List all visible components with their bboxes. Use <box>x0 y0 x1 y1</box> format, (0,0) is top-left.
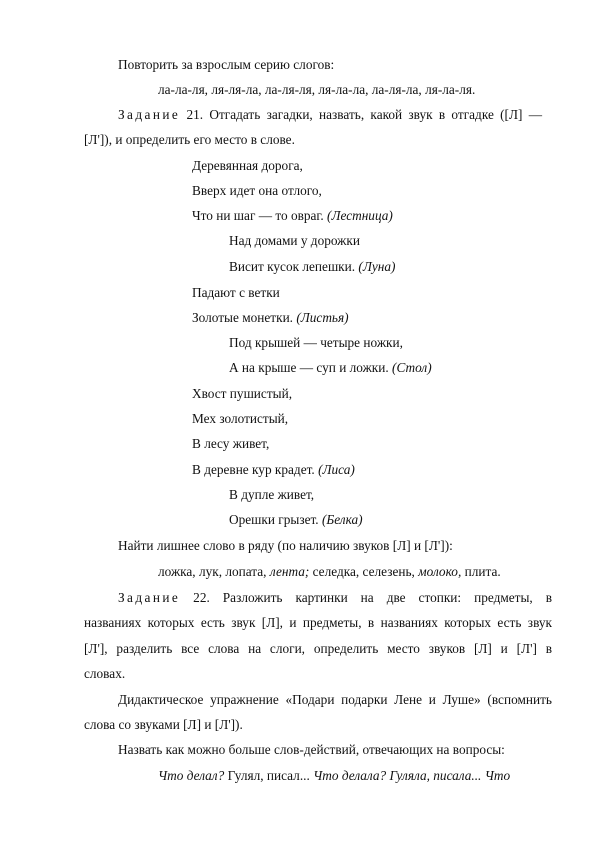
task-22-line-1 <box>118 590 552 606</box>
riddle-line: Над домами у дорожки <box>229 233 360 248</box>
riddle-answer: (Стол) <box>392 360 432 375</box>
riddle-answer: (Белка) <box>321 512 363 527</box>
riddle-line: Под крышей — четыре ножки, <box>229 335 403 350</box>
didactic-line-2: слова со звуками [Л] и [Л']). <box>84 717 243 732</box>
italic-word: молоко, <box>418 564 462 579</box>
task-22-text: 22. Разложить картинки на две стопки: предметы, в <box>193 590 553 605</box>
question-italic: Что делал? <box>158 768 225 783</box>
riddle-line: Падают с ветки <box>192 285 280 300</box>
verb-questions-line: Что делал? Гулял, писал... Что делала? Гуляла, писала... Что <box>158 768 511 783</box>
riddle-line: Деревянная дорога, <box>192 158 303 173</box>
word-row: ложка, лук, лопата, лента; селедка, селезень, молоко, плита. <box>158 564 501 579</box>
italic-word: лента; <box>269 564 310 579</box>
riddle-answer: (Листья) <box>296 310 349 325</box>
riddle-line: А на крыше — суп и ложки. (Стол) <box>229 360 432 375</box>
task-21-line-1 <box>118 107 542 123</box>
riddle-line: Мех золотистый, <box>192 411 289 426</box>
task-22-label: Задание <box>118 590 181 605</box>
riddle-line: В деревне кур крадет. (Лиса) <box>192 462 355 477</box>
riddle-line: Висит кусок лепешки. (Луна) <box>229 259 396 274</box>
syllable-series: ла-ла-ля, ля-ля-ла, ла-ля-ля, ля-ла-ла, ла-ля-ла, ля-ла-ля. <box>158 82 476 97</box>
riddle-line: В лесу живет, <box>192 436 270 451</box>
question-italic: Что делала? Гуляла, писала... Что <box>313 768 511 783</box>
task-22-line-2: названиях которых есть звук [Л], и предметы, в названиях которых есть звук <box>84 615 552 630</box>
riddle-line: В дупле живет, <box>229 487 315 502</box>
riddle-answer: (Лиса) <box>318 462 355 477</box>
riddle-line: Хвост пушистый, <box>192 386 293 401</box>
task-22-line-4: словах. <box>84 666 126 681</box>
task-21-label: Задание <box>118 107 181 122</box>
riddle-line: Что ни шаг — то овраг. (Лестница) <box>192 208 393 223</box>
riddle-answer: (Лестница) <box>327 208 393 223</box>
riddle-line: Золотые монетки. (Листья) <box>192 310 349 325</box>
task-21-text: 21. Отгадать загадки, назвать, какой звук в отгадке ([Л] — <box>186 107 542 122</box>
instruction-name-verbs: Назвать как можно больше слов-действий, отвечающих на вопросы: <box>118 742 505 757</box>
task-22-line-3: [Л'], разделить все слова на слоги, определить место звуков [Л] и [Л'] в <box>84 641 552 656</box>
instruction-repeat-syllables: Повторить за взрослым серию слогов: <box>118 57 335 72</box>
riddle-line: Орешки грызет. (Белка) <box>229 512 363 527</box>
task-21-line-2: [Л']), и определить его место в слове. <box>84 132 295 147</box>
riddle-answer: (Луна) <box>358 259 396 274</box>
riddle-line: Вверх идет она отлого, <box>192 183 322 198</box>
instruction-find-extra-word: Найти лишнее слово в ряду (по наличию звуков [Л] и [Л']): <box>118 538 453 553</box>
didactic-line-1: Дидактическое упражнение «Подари подарки Лене и Луше» (вспомнить <box>118 692 552 707</box>
